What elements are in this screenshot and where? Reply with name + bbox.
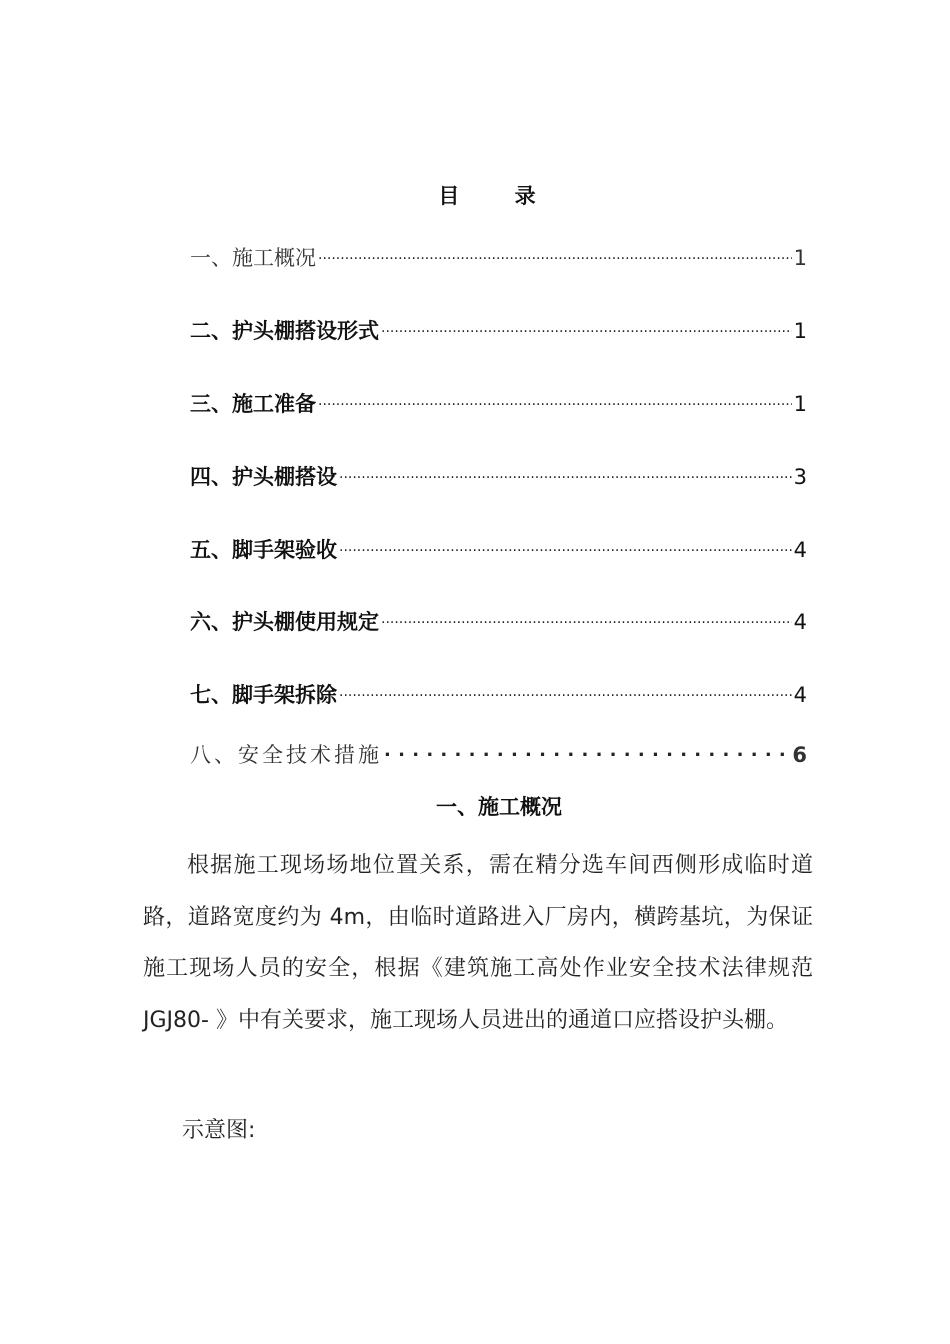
toc-dot-leader	[318, 237, 792, 265]
toc-entry-label: 二、护头棚搭设形式	[190, 319, 379, 343]
toc-entry-label: 七、脚手架拆除	[190, 683, 337, 707]
toc-dot-leader	[339, 456, 792, 484]
toc-entry-page: 1	[793, 319, 807, 343]
toc-dot-leader	[384, 734, 790, 762]
toc-entry[interactable]	[190, 383, 807, 418]
toc-dot-leader	[339, 529, 792, 557]
toc-entry-page: 4	[793, 538, 807, 562]
section-heading: 一、施工概况	[436, 795, 562, 819]
toc-entry-page: 3	[793, 465, 807, 489]
toc-entry-label: 三、施工准备	[190, 392, 316, 416]
toc-entry-label: 五、脚手架验收	[190, 538, 337, 562]
toc-title: 目 录	[438, 184, 560, 208]
toc-entry-page: 1	[793, 392, 807, 416]
toc-entry[interactable]	[190, 529, 807, 564]
toc-entry[interactable]	[190, 601, 807, 636]
toc-entry-page: 4	[793, 610, 807, 634]
toc-entry[interactable]	[190, 734, 807, 769]
toc-entry-label: 八、安全技术措施	[190, 743, 382, 767]
toc-entry-page: 6	[792, 743, 807, 767]
diagram-caption: 示意图:	[182, 1118, 256, 1143]
toc-entry[interactable]	[190, 310, 807, 345]
toc-dot-leader	[318, 383, 792, 411]
body-paragraph: 根据施工现场场地位置关系，需在精分选车间西侧形成临时道路，道路宽度约为 4m，由临时道路进入厂房内，横跨基坑，为保证施工现场人员的安全，根据《建筑施工高处作业安全技术法律规范 JGJ80- 》中有关要求，施工现场人员进出的通道口应搭设护头棚。	[143, 853, 813, 1033]
toc-dot-leader	[381, 310, 792, 338]
toc-entry-label: 六、护头棚使用规定	[190, 610, 379, 634]
toc-entry[interactable]	[190, 456, 807, 491]
toc-entry-label: 一、施工概况	[190, 246, 316, 270]
toc-entry-label: 四、护头棚搭设	[190, 465, 337, 489]
toc-entry[interactable]	[190, 237, 807, 272]
toc-entry[interactable]	[190, 674, 807, 709]
toc-dot-leader	[339, 674, 792, 702]
toc-dot-leader	[381, 601, 792, 629]
toc-entry-page: 4	[793, 683, 807, 707]
toc-entry-page: 1	[793, 246, 807, 270]
